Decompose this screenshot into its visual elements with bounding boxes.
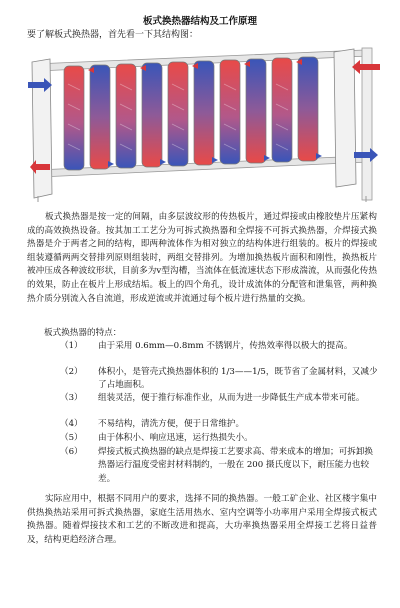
plate [298,57,318,161]
feature-text: 组装灵活，便于推行标准作业，从而为进一步降低生产成本带来可能。 [98,393,365,403]
feature-text: 由于采用 0.6mm—0.8mm 不锈钢片，传热效率得以极大的提高。 [98,341,353,351]
feature-text: 由于体积小、响应迅速，运行热损失小。 [98,433,253,443]
intro-text: 要了解板式换热器，首先看一下其结构图： [27,30,199,40]
plate [246,59,266,163]
feature-text: 焊接式板式换热器的缺点是焊接工艺要求高、带来成本的增加；可拆卸换热器运行温度受密封材料制约，一般在 200 摄氏度以下，耐压能力也较差。 [98,447,374,484]
plate [220,60,240,164]
feature-number: （5） [60,433,83,443]
plate [116,64,136,168]
page-title: 板式换热器结构及工作原理 [142,16,257,27]
paragraph-structure: 板式换热器是按一定的间隔，由多层波纹形的传热板片，通过焊接或由橡胶垫片压紧构成的高效换热设备。按其加工工艺分为可拆式换热器和全焊接不可拆式换热器，介焊接式换热器是介于两者之间的结构，即两种流体作为相对独立的结构体进行组装的。板片的焊接或组装遵循两两交替排列原则组装时，两组交替排列。为增加换热板片面积和刚性，换热板片被冲压成各种波纹形状，目前多为v型沟槽，当流体在低流速状态下形成湍流，从而强化传热的效果，防止在板片上形成结垢。板上的四个角孔，设计成流体的分配管和泄集管，两种换热介质分别流入各自流道，形成逆流或并流通过每个板片进行热量的交换。 [27,212,377,304]
plate [272,58,292,162]
paragraph-application: 实际应用中，根据不同用户的要求，选择不同的换热器。一般工矿企业、社区楼宇集中供热换热站采用可拆式换热器，家庭生活用热水、室内空调等小功率用户采用全焊接式板式换热器。随着焊接技术和工艺的不断改进和提高，大功率换热器采用全焊接工艺将日益普及，结构更趋经济合理。 [27,494,377,545]
feature-number: （2） [60,367,83,377]
feature-number: （4） [60,419,83,429]
feature-text: 不易结构，清洗方便，便于日常维护。 [98,419,245,429]
feature-text: 体积小，是管壳式换热器体积的 1/3——1/5，既节省了金属材料，又减少了占地面积。 [98,367,378,391]
support-column [362,48,372,200]
heat-transfer-plates [64,57,318,170]
plate [64,66,84,170]
feature-number: （3） [60,393,83,403]
plate [194,61,214,165]
plate [90,65,110,169]
features-heading: 板式换热器的特点： [44,328,122,338]
feature-number: （6） [60,447,83,457]
plate [142,63,162,167]
feature-number: （1） [60,341,83,351]
movable-plate [334,49,356,187]
fixed-plate [32,59,52,198]
plate [168,62,188,166]
heat-exchanger-diagram [28,44,384,204]
